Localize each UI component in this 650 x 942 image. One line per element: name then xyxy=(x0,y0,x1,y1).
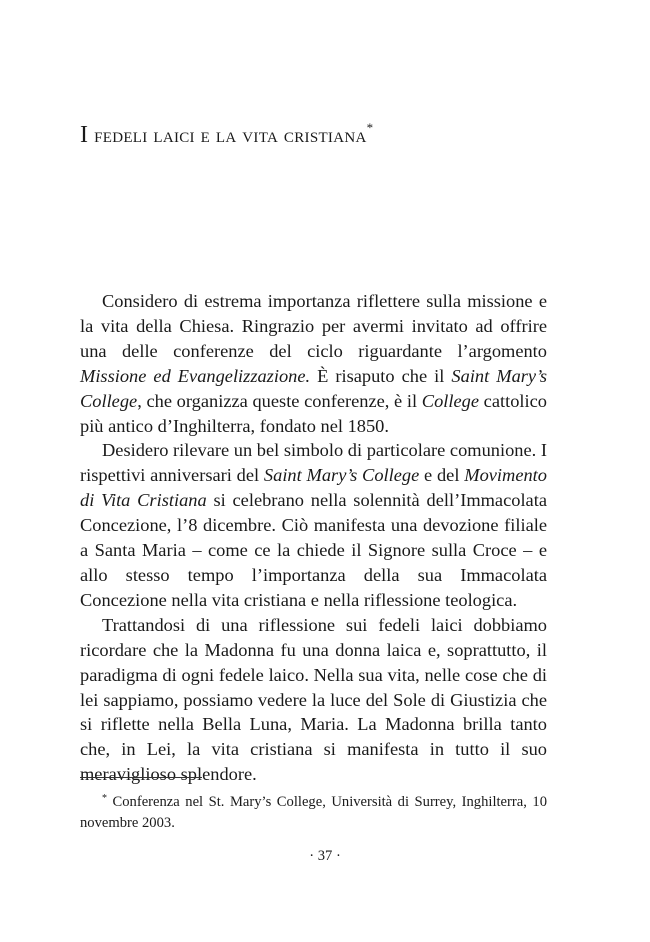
paragraph-3: Trattandosi di una riflessione sui fedeli laici dobbiamo ricordare che la Madonna fu una donna laica e, soprattutto, il paradigma di ogni fedele laico. Nella sua vita, nelle cose che di lei sappiamo, possiamo vedere la luce del Sole di Giustizia che si riflette nella Bella Luna, Maria. La Madonna brilla tanto che, in Lei, la vita cristiana si manifesta in tutto il suo meraviglioso splendore. xyxy=(80,614,547,785)
paragraph-2-text-3: si celebrano nella solennità dell’Immacolata Concezione, l’8 dicembre. Ciò manifesta una devozione filiale a Santa Maria – come ce la chiede il Signore sulla Croce – e allo stesso tempo l’importanza della sua Immacolata Concezione nella vita cristiana e nella riflessione teologica. xyxy=(80,490,547,610)
main-text xyxy=(80,289,547,787)
paragraph-1-italic-2: Saint Mary’s College xyxy=(80,365,547,411)
paragraph-2 xyxy=(80,438,547,612)
paragraph-1-text-1: Considero di estrema importanza riflettere sulla missione e la vita della Chiesa. Ringrazio per avermi invitato ad offrire una delle conferenze del ciclo riguardante l’argomento xyxy=(80,291,547,361)
paragraph-1-italic-1: Missione ed Evangelizzazione. xyxy=(80,365,311,386)
paragraph-2-italic-2: Movimento di Vita Cristiana xyxy=(80,465,547,511)
paragraph-1-italic-3: College xyxy=(421,390,479,411)
paragraph-2-italic-1: Saint Mary’s College xyxy=(263,465,420,486)
footnote-text: Conferenza nel St. Mary’s College, Università di Surrey, Inghilterra, 10 novembre 2003. xyxy=(80,794,547,831)
page-number: · 37 · xyxy=(309,848,341,864)
paragraph-1-text-2: È risaputo che il xyxy=(310,365,452,386)
footnote-reference-marker: * xyxy=(366,120,374,135)
paragraph-1-text-3: , che organizza queste conferenze, è il xyxy=(137,390,422,411)
footnote-marker: * xyxy=(102,793,107,804)
chapter-title xyxy=(80,113,580,150)
footnote-divider xyxy=(80,777,202,778)
chapter-title-initial: I xyxy=(80,122,89,148)
paragraph-1-text-4: cattolico più antico d’Inghilterra, fondato nel 1850. xyxy=(80,390,547,436)
paragraph-2-text-1: Desidero rilevare un bel simbolo di particolare comunione. I rispettivi anniversari del xyxy=(80,440,547,486)
footnote xyxy=(80,788,547,834)
chapter-title-rest: fedeli laici e la vita cristiana xyxy=(88,122,367,147)
paragraph-2-text-2: e del xyxy=(419,465,465,486)
paragraph-1 xyxy=(80,289,547,438)
